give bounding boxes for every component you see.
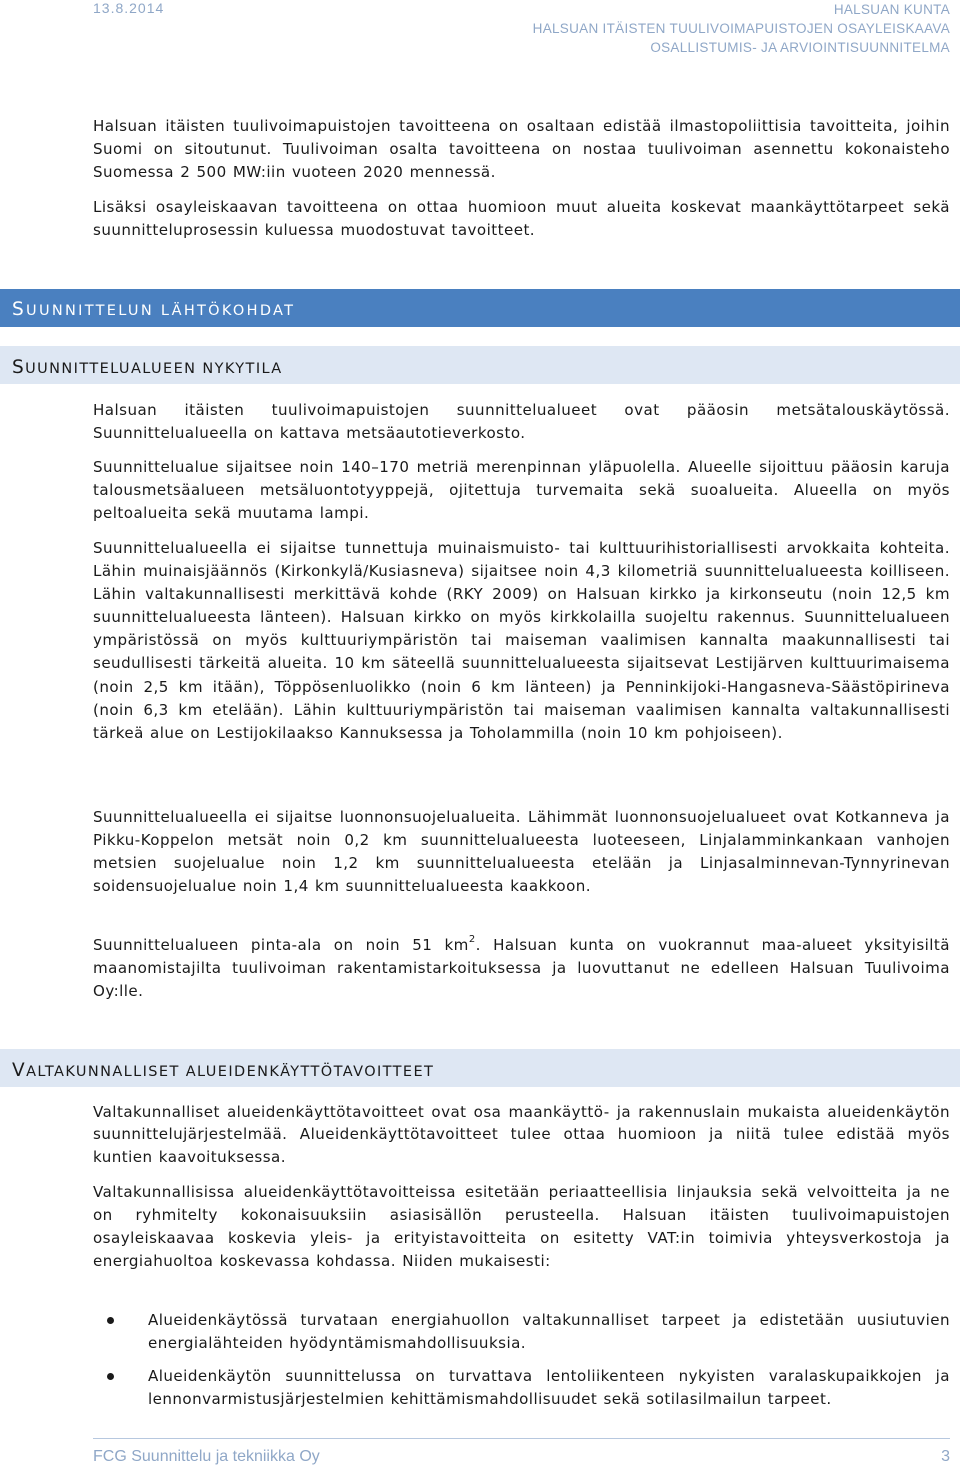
subsection-heading-text: UUNNITTELUALUEEN NYKYTILA	[25, 361, 283, 377]
header-doc: OSALLISTUMIS- JA ARVIOINTISUUNNITELMA	[650, 40, 950, 55]
intro-paragraph-1: Halsuan itäisten tuulivoimapuistojen tavoitteena on osaltaan edistää ilmastopoliittisia tavoitteita, joihin Suomi on sitoutunut. Tuulivoiman osalta tavoitteena on nostaa tuulivoiman asennettu kokonaisteho Suomessa 2 500 MW:iin vuoteen 2020 mennessä.	[93, 117, 950, 182]
header-project: HALSUAN ITÄISTEN TUULIVOIMAPUISTOJEN OSAYLEISKAAVA	[532, 21, 950, 36]
subsection-heading-initial: S	[12, 357, 26, 378]
intro-paragraph-2: Lisäksi osayleiskaavan tavoitteena on ottaa huomioon muut alueita koskevat maankäyttötarpeet sekä suunnitteluprosessin kuluessa muodostuvat tavoitteet.	[93, 198, 950, 240]
section-heading-text: UUNNITTELUN LÄHTÖKOHDAT	[26, 303, 296, 319]
subsection-heading-initial: V	[12, 1060, 27, 1081]
page-number: 3	[941, 1448, 950, 1465]
subsection-heading-national-goals	[0, 1049, 960, 1087]
body-paragraph: Suunnittelualueella ei sijaitse luonnonsuojelualueita. Lähimmät luonnonsuojelualueet ovat Kotkanneva ja Pikku-Koppelon metsät noin 0,2 km suunnittelualueesta luoteeseen, Linjalamminkankaan vanhojen metsien suojelualue noin 1,2 km suunnittelualueesta etelään ja Linjasalminnevan-Tynnyrinevan soidensuojelualue noin 1,4 km suunnittelualueesta kaakkoon.	[93, 808, 950, 896]
subsection-heading-current-state	[0, 346, 960, 384]
list-item-text: Alueidenkäytössä turvataan energiahuollon valtakunnalliset tarpeet ja edistetään uusiutuvien energialähteiden hyödyntämismahdollisuuksia.	[148, 1311, 950, 1353]
header-date: 13.8.2014	[93, 0, 165, 16]
body-paragraph: Suunnittelualueella ei sijaitse tunnettuja muinaismuisto- tai kulttuurihistoriallisesti arvokkaita kohteita. Lähin muinaisjäännös (Kirkonkylä/Kusiasneva) sijaitsee noin 4,3 kilometriä suunnittelualueesta koilliseen. Lähin valtakunnallisesti merkittävä kohde (RKY 2009) on Halsuan kirkko ja kirkonseutu (noin 12,5 km suunnittelualueesta länteen). Halsuan kirkko on myös kirkkolailla suojeltu rakennus. Suunnittelualueen ympäristössä on myös kulttuuriympäristön tai maiseman vaalimisen kannalta maakunnallisesti tai seudullisesti tärkeitä alueita. 10 km säteellä suunnittelualueesta sijaitsevat Lestijärven kulttuurimaisema (noin 2,5 km itään), Töppösenluolikko (noin 6 km länteen) ja Penninkijoki-Hangasneva-Säästöpirineva (noin 6,3 km etelään). Lähin kulttuuriympäristön tai maiseman vaalimisen kannalta valtakunnallisesti tärkeä alue on Lestijokilaakso Kannuksessa ja Toholammilla (noin 10 km pohjoiseen).	[93, 539, 950, 742]
subsection-heading-text: ALTAKUNNALLISET ALUEIDENKÄYTTÖTAVOITTEET	[26, 1064, 435, 1080]
body-paragraph: Valtakunnalliset alueidenkäyttötavoitteet ovat osa maankäyttö- ja rakennuslain mukaista alueidenkäytön suunnittelujärjestelmää. Alueidenkäyttötavoitteet tulee ottaa huomioon ja niitä tulee edistää myös kuntien kaavoituksessa.	[93, 1103, 950, 1166]
body-paragraph: Halsuan itäisten tuulivoimapuistojen suunnittelualueet ovat pääosin metsätalouskäytössä. Suunnittelualueella on kattava metsäautotieverkosto.	[93, 401, 950, 443]
body-paragraph: Suunnittelualue sijaitsee noin 140–170 metriä merenpinnan yläpuolella. Alueelle sijoittuu pääosin karuja talousmetsäalueen metsäluontotyyppejä, ojitettuja turvemaita sekä suoalueita. Alueella on myös peltoalueita sekä muutama lampi.	[93, 458, 950, 523]
list-item	[93, 1365, 950, 1411]
section-heading-initial: S	[12, 299, 27, 320]
bullet-icon	[107, 1317, 114, 1324]
list-item	[93, 1309, 950, 1355]
footer-divider	[93, 1438, 950, 1439]
list-item-text: Alueidenkäytön suunnittelussa on turvattava lentoliikenteen nykyisten varalaskupaikkojen ja lennonvarmistusjärjestelmien kehittämismahdollisuudet sekä sotilasilmailun tarpeet.	[148, 1367, 950, 1409]
body-paragraph-area	[93, 934, 950, 1003]
area-text-after: . Halsuan kunta on vuokrannut maa-alueet yksityisiltä maanomistajilta tuulivoiman rakentamistarkoituksessa ja luovuttanut ne edelleen Halsuan Tuulivoima Oy:lle.	[93, 936, 950, 1001]
section-heading	[0, 289, 960, 327]
bullet-icon	[107, 1373, 114, 1380]
header-org: HALSUAN KUNTA	[833, 2, 950, 17]
body-paragraph: Valtakunnallisissa alueidenkäyttötavoitteissa esitetään periaatteellisia linjauksia sekä velvoitteita ja ne on ryhmitelty kokonaisuuksiin asiasisällön perusteella. Halsuan itäisten tuulivoimapuistojen osayleiskaavaa koskevia yleis- ja erityistavoitteita on esitetty VAT:in toimivia yhteysverkostoja ja energiahuoltoa koskevassa kohdassa. Niiden mukaisesti:	[93, 1183, 950, 1271]
footer-company: FCG Suunnittelu ja tekniikka Oy	[93, 1448, 320, 1465]
header-titles	[533, 0, 950, 57]
area-text-before: Suunnittelualueen pinta-ala on noin 51 km	[93, 936, 469, 954]
bullet-list	[93, 1309, 950, 1411]
area-unit-superscript: 2	[468, 933, 476, 945]
